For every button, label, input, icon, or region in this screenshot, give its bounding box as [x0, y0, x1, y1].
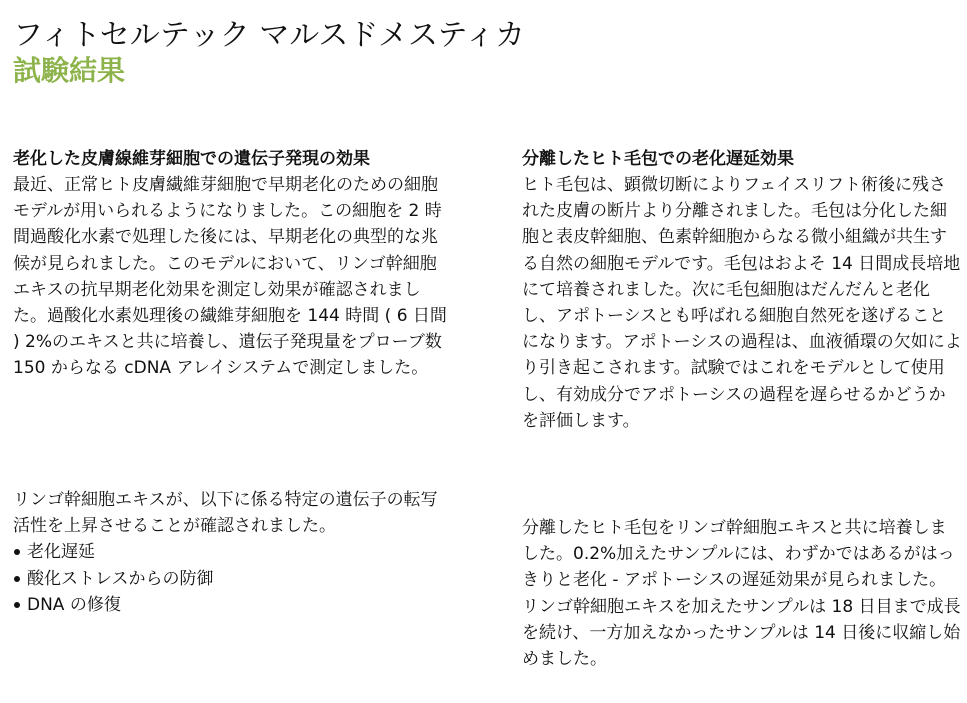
bullet-item — [13, 592, 453, 619]
page-subtitle: 試験結果 — [13, 54, 126, 87]
bullet-list — [13, 539, 453, 619]
right-section-heading: 分離したヒト毛包での老化遅延効果 — [522, 149, 794, 169]
left-body-text: 最近、正常ヒト皮膚繊維芽細胞で早期老化のための細胞モデルが用いられるようになりました。この細胞を 2 時間過酸化水素で処理した後には、早期老化の典型的な兆候が見られました。このモデルにおいて、リンゴ幹細胞エキスの抗早期老化効果を測定し効果が確認されました。過酸化水素処理後の繊維芽細胞を 144 時間 ( 6 日間 ) 2%のエキスと共に培養し、遺伝子発現量をプローブ数 150 からなる cDNA アレイシステムで測定しました。 — [13, 175, 447, 379]
left-column — [13, 146, 453, 382]
bullet-item — [13, 539, 453, 566]
right-column — [522, 146, 962, 434]
right-result-section — [522, 515, 962, 672]
right-result-text: 分離したヒト毛包をリンゴ幹細胞エキスと共に培養しました。0.2%加えたサンプルには、わずかではあるがはっきりと老化 - アポトーシスの遅延効果が見られました。リンゴ幹細胞エキスを加えたサンプルは 18 日目まで成長を続け、一方加えなかったサンプルは 14 日後に収縮し始めました。 — [522, 518, 961, 670]
bullet-icon — [14, 576, 20, 582]
bullet-icon — [14, 602, 20, 608]
bullet-text: 老化遅延 — [27, 542, 95, 563]
left-gene-intro: リンゴ幹細胞エキスが、以下に係る特定の遺伝子の転写活性を上昇させることが確認されました。 — [13, 490, 438, 537]
page-title: フィトセルテック マルスドメスティカ — [13, 18, 526, 53]
right-body-text: ヒト毛包は、顕微切断によりフェイスリフト術後に残された皮膚の断片より分離されました。毛包は分化した細胞と表皮幹細胞、色素幹細胞からなる微小組織が共生する自然の細胞モデルです。毛包はおよそ 14 日間成長培地にて培養されました。次に毛包細胞はだんだんと老化し、アポトーシスとも呼ばれる細胞自然死を遂げることになります。アポトーシスの過程は、血液循環の欠如により引き起こされます。試験ではこれをモデルとして使用し、有効成分でアポトーシスの過程を遅らせるかどうかを評価します。 — [522, 175, 962, 431]
bullet-text: DNA の修復 — [27, 595, 121, 616]
bullet-icon — [14, 549, 20, 555]
left-gene-section — [13, 487, 453, 619]
title-block — [13, 18, 525, 88]
bullet-text: 酸化ストレスからの防御 — [27, 568, 214, 589]
left-section-heading: 老化した皮膚線維芽細胞での遺伝子発現の効果 — [13, 149, 370, 169]
bullet-item — [13, 566, 453, 593]
